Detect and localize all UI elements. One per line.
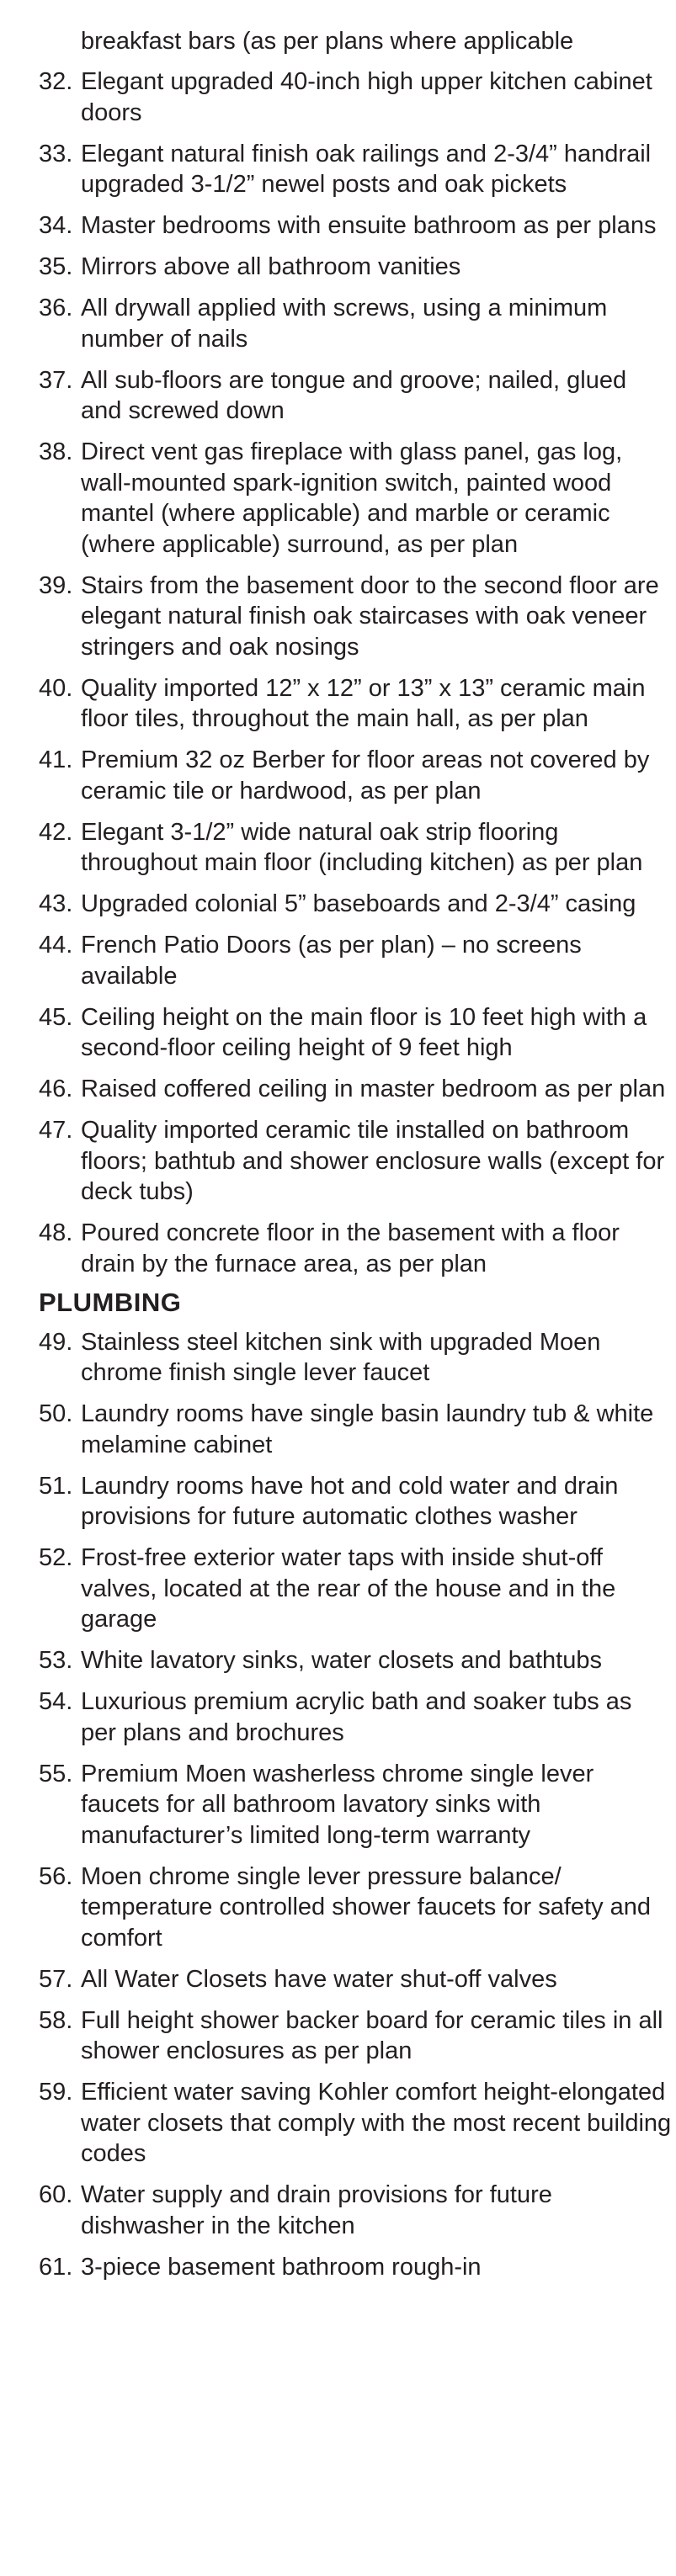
item-number: 51. [39,1472,73,1500]
item-text: Stainless steel kitchen sink with upgraded Moen chrome finish single lever faucet [81,1328,601,1386]
item-text: Luxurious premium acrylic bath and soaker tubs as per plans and brochures [81,1688,632,1746]
item-number: 41. [39,746,73,773]
list-item [39,745,672,806]
item-number: 35. [39,253,73,280]
item-number: 39. [39,571,73,599]
item-number: 34. [39,212,73,239]
plumbing-items [39,1327,672,2283]
item-text: Poured concrete floor in the basement with a floor drain by the furnace area, as per plan [81,1219,620,1277]
item-text: Elegant upgraded 40-inch high upper kitchen cabinet doors [81,68,652,126]
list-item [39,365,672,427]
item-text: Premium Moen washerless chrome single lever faucets for all bathroom lavatory sinks with manufacturer’s limited long-term warranty [81,1760,594,1849]
list-item [39,210,672,242]
item-number: 46. [39,1076,73,1102]
item-number: 37. [39,366,73,394]
item-number: 60. [39,2181,73,2208]
list-item [39,1327,672,1389]
list-item [39,1074,672,1105]
item-text: Quality imported 12” x 12” or 13” x 13” ceramic main floor tiles, throughout the main hall, as per plan [81,674,646,732]
list-item [39,2180,672,2241]
item-number: 53. [39,1647,73,1674]
item-text: All Water Closets have water shut-off valves [81,1965,557,1993]
item-number: 58. [39,2006,73,2034]
item-number: 42. [39,818,73,846]
item-text: Raised coffered ceiling in master bedroom as per plan [81,1076,666,1102]
list-item [39,66,672,128]
item-text: Elegant natural finish oak railings and 2-3/4” handrail upgraded 3-1/2” newel posts and oak pickets [81,140,652,198]
list-item [39,1862,672,1954]
item-text: Master bedrooms with ensuite bathroom as per plans [81,212,657,239]
item-number: 52. [39,1544,73,1571]
list-item [39,1759,672,1851]
item-text: French Patio Doors (as per plan) – no screens available [81,932,582,990]
list-item [39,293,672,354]
list-item [39,1645,672,1676]
item-number: 55. [39,1760,73,1787]
item-text: Moen chrome single lever pressure balance/ temperature controlled shower faucets for safety and comfort [81,1862,652,1952]
item-text: All drywall applied with screws, using a minimum number of nails [81,295,608,353]
item-number: 57. [39,1965,73,1993]
item-text: Mirrors above all bathroom vanities [81,253,461,280]
list-item [39,1964,672,1995]
item-number: 50. [39,1400,73,1427]
item-number: 36. [39,295,73,321]
item-text: Stairs from the basement door to the second floor are elegant natural finish oak staircases with oak veneer stringers and oak nosings [81,571,659,661]
item-text: Elegant 3-1/2” wide natural oak strip flooring throughout main floor (including kitchen) as per plan [81,818,643,876]
plumbing-heading: PLUMBING [39,1287,182,1317]
item-text: Laundry rooms have hot and cold water and drain provisions for future automatic clothes washer [81,1472,619,1530]
item-text: 3-piece basement bathroom rough-in [81,2253,482,2281]
list-item [39,437,672,560]
item-text: Upgraded colonial 5” baseboards and 2-3/4” casing [81,890,636,917]
item-number: 38. [39,438,73,465]
continuation-text: breakfast bars (as per plans where applicable [81,28,574,55]
item-text: Efficient water saving Kohler comfort height-elongated water closets that comply with the most recent building codes [81,2079,672,2167]
interior-items [39,66,672,1279]
list-item [39,1218,672,1279]
list-item [39,1686,672,1748]
list-item [39,889,672,920]
item-number: 59. [39,2079,73,2106]
list-item [39,1471,672,1532]
item-text: Quality imported ceramic tile installed on bathroom floors; bathtub and shower enclosure walls (except for deck tubs) [81,1117,665,1205]
item-text: Full height shower backer board for ceramic tiles in all shower enclosures as per plan [81,2006,663,2064]
item-number: 48. [39,1219,73,1246]
list-item [39,1543,672,1635]
item-number: 54. [39,1688,73,1715]
item-number: 61. [39,2253,73,2281]
item-text: Direct vent gas fireplace with glass panel, gas log, wall-mounted spark-ignition switch, painted wood mantel (where applicable) and marble or ceramic (where applicable) surround, as per plan [81,438,623,558]
item-number: 43. [39,890,73,917]
list-item [39,930,672,991]
list-item [39,817,672,879]
item-number: 44. [39,932,73,959]
item-number: 56. [39,1862,73,1890]
item-number: 40. [39,674,73,702]
list-item [39,2077,672,2170]
spec-list [39,66,672,2293]
list-item [39,1002,672,1064]
list-item [39,2005,672,2067]
list-item [39,1399,672,1460]
item-number: 49. [39,1328,73,1356]
list-item [39,571,672,663]
item-text: Premium 32 oz Berber for floor areas not covered by ceramic tile or hardwood, as per plan [81,746,650,805]
item-text: Water supply and drain provisions for future dishwasher in the kitchen [81,2181,552,2239]
item-text: White lavatory sinks, water closets and bathtubs [81,1647,602,1674]
item-number: 47. [39,1117,73,1144]
item-number: 45. [39,1003,73,1031]
item-number: 32. [39,68,73,95]
list-item [39,2252,672,2283]
list-item [39,252,672,283]
list-item [39,673,672,735]
item-text: Laundry rooms have single basin laundry tub & white melamine cabinet [81,1400,654,1458]
item-number: 33. [39,140,73,167]
list-item [39,1115,672,1208]
item-text: Frost-free exterior water taps with inside shut-off valves, located at the rear of the house and in the garage [81,1544,616,1633]
list-item [39,139,672,200]
item-text: Ceiling height on the main floor is 10 feet high with a second-floor ceiling height of 9 feet high [81,1003,647,1061]
item-text: All sub-floors are tongue and groove; nailed, glued and screwed down [81,366,627,424]
